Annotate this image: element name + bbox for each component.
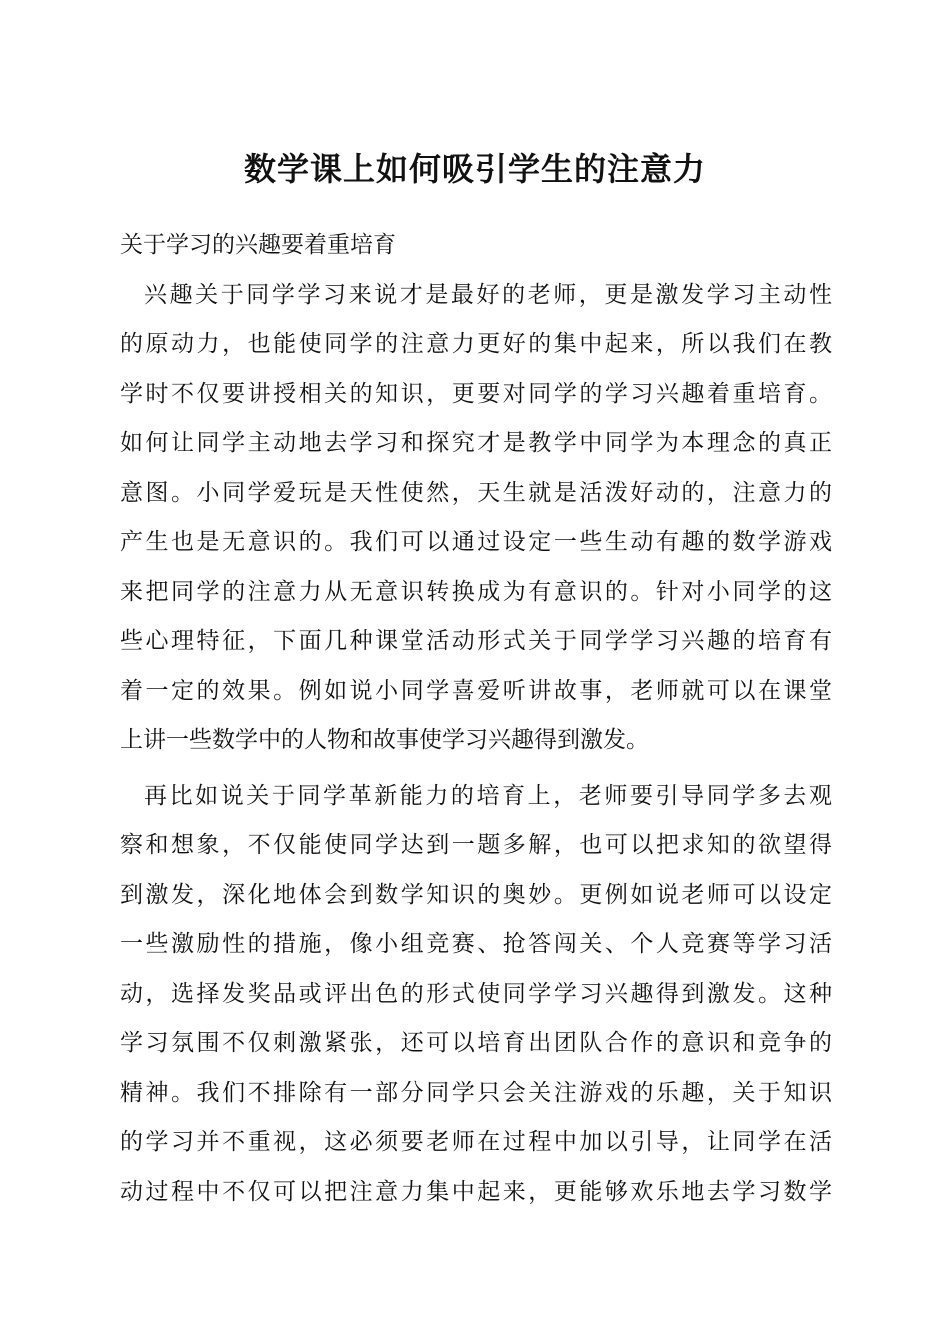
paragraph-line: 到激发，深化地体会到数学知识的奥妙。更例如说老师可以设定 xyxy=(120,881,832,908)
paragraph-line: 着一定的效果。例如说小同学喜爱听讲故事，老师就可以在课堂 xyxy=(120,677,832,704)
paragraph-line: 兴趣关于同学学习来说才是最好的老师，更是激发学习主动性 xyxy=(144,281,832,308)
paragraph-2 xyxy=(120,772,832,1218)
paragraph-line: 动，选择发奖品或评出色的形式使同学学习兴趣得到激发。这种 xyxy=(120,980,832,1007)
paragraph-line: 如何让同学主动地去学习和探究才是教学中同学为本理念的真正 xyxy=(120,430,832,456)
paragraph-line: 的原动力，也能使同学的注意力更好的集中起来，所以我们在教 xyxy=(120,331,832,357)
paragraph-line: 精神。我们不排除有一部分同学只会关注游戏的乐趣，关于知识 xyxy=(120,1079,832,1106)
paragraph-1 xyxy=(120,271,832,766)
paragraph-line: 再比如说关于同学革新能力的培育上，老师要引导同学多去观 xyxy=(144,782,832,809)
paragraph-line: 学习氛围不仅刺激紧张，还可以培育出团队合作的意识和竞争的 xyxy=(120,1030,832,1056)
paragraph-line: 的学习并不重视，这必须要老师在过程中加以引导，让同学在活 xyxy=(120,1129,832,1155)
paragraph-line: 动过程中不仅可以把注意力集中起来，更能够欢乐地去学习数学 xyxy=(120,1178,832,1205)
paragraph-line: 一些激励性的措施，像小组竞赛、抢答闯关、个人竞赛等学习活 xyxy=(120,931,832,957)
paragraph-line: 产生也是无意识的。我们可以通过设定一些生动有趣的数学游戏 xyxy=(120,529,832,555)
paragraph-line: 意图。小同学爱玩是天性使然，天生就是活泼好动的，注意力的 xyxy=(120,479,832,506)
document-title: 数学课上如何吸引学生的注意力 xyxy=(243,150,706,188)
section-heading: 关于学习的兴趣要着重培育 xyxy=(120,232,396,258)
paragraph-line: 察和想象，不仅能使同学达到一题多解，也可以把求知的欲望得 xyxy=(120,832,832,858)
document-body xyxy=(120,221,832,1217)
paragraph-line: 来把同学的注意力从无意识转换成为有意识的。针对小同学的这 xyxy=(120,578,832,605)
paragraph-line: 上讲一些数学中的人物和故事使学习兴趣得到激发。 xyxy=(120,727,649,753)
paragraph-line: 学时不仅要讲授相关的知识，更要对同学的学习兴趣着重培育。 xyxy=(120,380,832,407)
paragraph-line: 些心理特征，下面几种课堂活动形式关于同学学习兴趣的培育有 xyxy=(120,628,832,654)
